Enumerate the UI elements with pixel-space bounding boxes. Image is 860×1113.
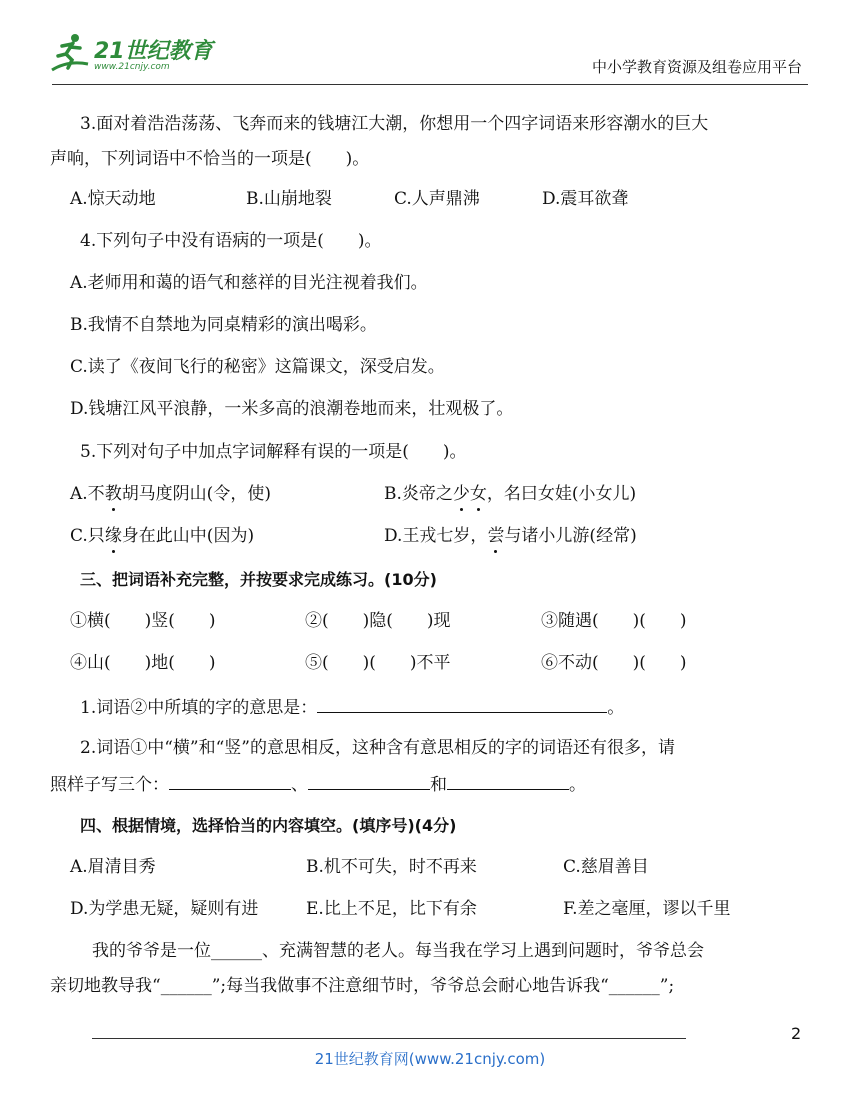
q4-option-c: C.读了《夜间飞行的秘密》这篇课文，深受启发。 [70, 357, 445, 377]
q5-d-dotted-char: 尝 [487, 526, 505, 546]
section4-option-c: C.慈眉善目 [563, 857, 649, 877]
page-number: 2 [791, 1024, 802, 1043]
q4-stem: 4.下列句子中没有语病的一项是( )。 [80, 231, 382, 251]
q4-option-a: A.老师用和蔼的语气和慈祥的目光注视着我们。 [70, 273, 428, 293]
logo-url: www.21cnjy.com [94, 62, 170, 72]
section3-q2-separator-1: 、 [291, 775, 308, 795]
section3-q2-blank-3[interactable] [447, 771, 569, 790]
section4-option-a: A.眉清目秀 [70, 857, 156, 877]
word-item-2: ②( )隐( )现 [305, 611, 451, 631]
word-item-4: ④山( )地( ) [70, 653, 216, 673]
page-header [0, 0, 860, 90]
word-item-3: ③随遇( )( ) [541, 611, 687, 631]
q3-stem-line1: 3.面对着浩浩荡荡、飞奔而来的钱塘江大潮，你想用一个四字词语来形容潮水的巨大 [80, 114, 709, 134]
q5-d-prefix: D.王戎七岁， [384, 526, 488, 546]
q5-stem: 5.下列对句子中加点字词解释有误的一项是( )。 [80, 442, 467, 462]
section4-option-d: D.为学患无疑，疑则有进 [70, 899, 259, 919]
q3-option-d: D.震耳欲聋 [542, 189, 629, 209]
q3-stem-line2: 声响，下列词语中不恰当的一项是( )。 [50, 149, 370, 169]
runner-logo-icon [48, 30, 94, 76]
section3-title: 三、把词语补充完整，并按要求完成练习。(10分) [80, 570, 437, 589]
q5-a-prefix: A.不 [70, 484, 105, 504]
logo-text: 21世纪教育 [94, 39, 213, 64]
q4-option-d: D.钱塘江风平浪静，一米多高的浪潮卷地而来，壮观极了。 [70, 399, 514, 419]
section3-q1-text: 1.词语②中所填的字的意思是： [80, 698, 318, 718]
section4-paragraph-line2: 亲切地教导我“______”;每当我做事不注意细节时，爷爷总会耐心地告诉我“______”; [50, 976, 675, 996]
q5-b-dotted-char-1: 少 [452, 484, 470, 504]
q5-b-rest: ，名曰女娃(小女儿) [486, 484, 637, 504]
q5-option-a [70, 482, 271, 506]
q5-option-c [70, 524, 254, 548]
q3-option-c: C.人声鼎沸 [394, 189, 480, 209]
section3-q2-line1: 2.词语①中“横”和“竖”的意思相反，这种含有意思相反的字的词语还有很多，请 [80, 738, 675, 758]
section4-option-b: B.机不可失，时不再来 [306, 857, 477, 877]
q3-option-a: A.惊天动地 [70, 189, 156, 209]
q5-c-dotted-char: 缘 [104, 526, 122, 546]
section3-q2-prefix: 照样子写三个： [50, 775, 169, 795]
q5-d-rest: 与诸小儿游(经常) [504, 526, 637, 546]
q5-option-b [384, 482, 636, 506]
section4-options-row1 [0, 855, 860, 879]
section3-words-row1 [0, 609, 860, 633]
section3-q1-end: 。 [607, 698, 625, 718]
section3-q2-blank-1[interactable] [169, 771, 291, 790]
header-divider [52, 84, 808, 85]
section4-title: 四、根据情境，选择恰当的内容填空。(填序号)(4分) [80, 816, 457, 835]
q5-b-dotted-char-2: 女 [469, 484, 487, 504]
q5-a-rest: 胡马度阴山(令，使) [121, 484, 271, 504]
q3-option-b: B.山崩地裂 [246, 189, 332, 209]
section3-q1 [80, 694, 624, 720]
q5-row2 [0, 524, 860, 548]
q5-c-prefix: C.只 [70, 526, 105, 546]
section3-q2-blank-2[interactable] [308, 771, 430, 790]
platform-title: 中小学教育资源及组卷应用平台 [591, 58, 802, 76]
section4-paragraph-line1: 我的爷爷是一位______、充满智慧的老人。每当我在学习上遇到问题时，爷爷总会 [92, 941, 704, 961]
word-item-5: ⑤( )( )不平 [305, 653, 451, 673]
section3-q2-end: 。 [569, 775, 586, 795]
q5-b-prefix: B.炎帝之 [384, 484, 453, 504]
q5-c-rest: 身在此山中(因为) [121, 526, 255, 546]
word-item-6: ⑥不动( )( ) [541, 653, 687, 673]
logo [48, 30, 228, 80]
section3-q2-line2 [50, 771, 586, 797]
q3-options [0, 187, 860, 211]
section3-q1-answer-blank[interactable] [317, 694, 607, 713]
section4-options-row2 [0, 897, 860, 921]
footer-link[interactable]: 21世纪教育网(www.21cnjy.com) [314, 1050, 546, 1068]
section4-option-e: E.比上不足，比下有余 [306, 899, 477, 919]
section3-q2-separator-2: 和 [430, 775, 447, 795]
section3-words-row2 [0, 651, 860, 675]
q5-row1 [0, 482, 860, 506]
q5-a-dotted-char: 教 [104, 484, 122, 504]
footer-divider [92, 1038, 686, 1039]
section4-option-f: F.差之毫厘，谬以千里 [563, 899, 731, 919]
word-item-1: ①横( )竖( ) [70, 611, 216, 631]
q5-option-d [384, 524, 637, 548]
q4-option-b: B.我情不自禁地为同桌精彩的演出喝彩。 [70, 315, 377, 335]
